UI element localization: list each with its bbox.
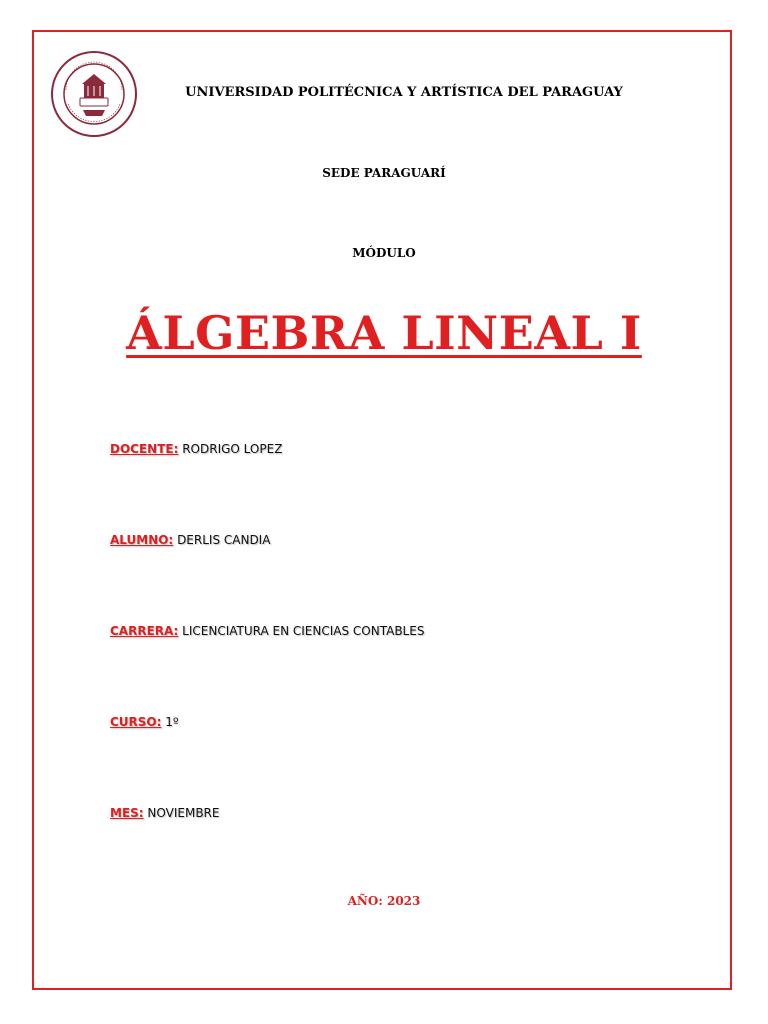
alumno-value: DERLIS CANDIA	[177, 533, 271, 547]
field-carrera	[110, 624, 424, 638]
campus-name: SEDE PARAGUARÍ	[322, 166, 446, 180]
mes-value: NOVIEMBRE	[147, 806, 220, 820]
mes-label: MES:	[110, 806, 144, 820]
university-name: UNIVERSIDAD POLITÉCNICA Y ARTÍSTICA DEL PARAGUAY	[185, 85, 623, 100]
field-alumno	[110, 533, 270, 547]
carrera-label: CARRERA:	[110, 624, 179, 638]
curso-value: 1º	[165, 715, 179, 729]
docente-label: DOCENTE:	[110, 442, 179, 456]
field-docente	[110, 442, 282, 456]
field-mes	[110, 806, 219, 820]
document-title: ÁLGEBRA LINEAL I	[126, 306, 642, 360]
docente-value: RODRIGO LOPEZ	[182, 442, 283, 456]
curso-label: CURSO:	[110, 715, 162, 729]
module-label: MÓDULO	[352, 246, 416, 260]
alumno-label: ALUMNO:	[110, 533, 174, 547]
carrera-value: LICENCIATURA EN CIENCIAS CONTABLES	[182, 624, 425, 638]
year-line: AÑO: 2023	[347, 894, 421, 908]
field-curso	[110, 715, 179, 729]
